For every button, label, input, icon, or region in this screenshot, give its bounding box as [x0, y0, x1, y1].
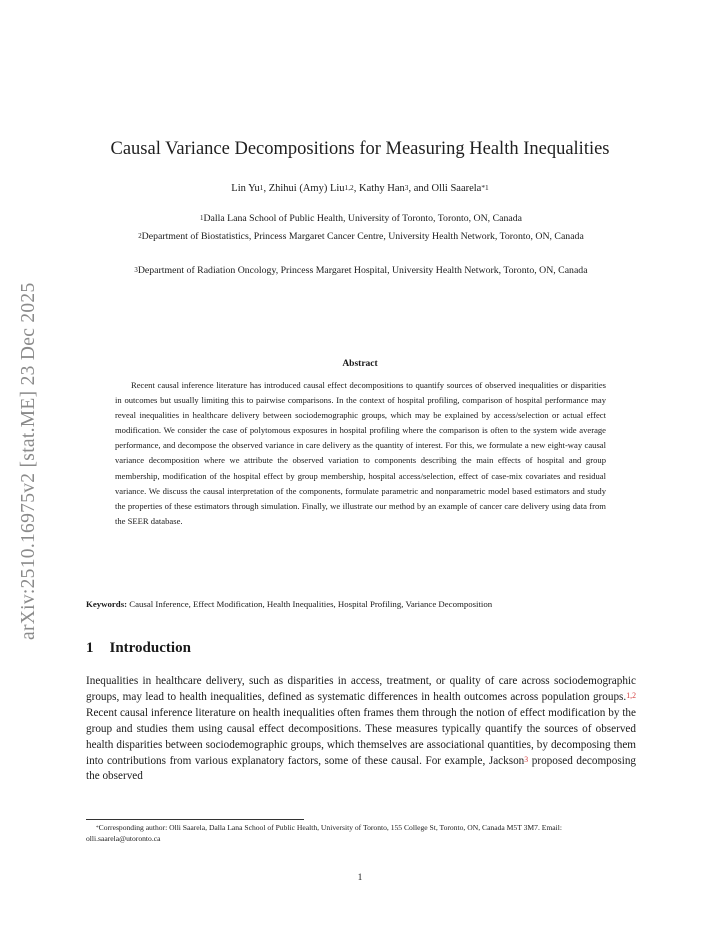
footnote — [86, 822, 636, 844]
section-number: 1 — [86, 640, 94, 656]
section-heading — [86, 640, 191, 657]
paper-title: Causal Variance Decompositions for Measuring Health Inequalities — [110, 139, 610, 159]
affiliation: $^3$Department of Radiation Oncology, Princess Margaret Hospital, University Health Network, Toronto, ON, Canada — [134, 265, 588, 276]
intro-paragraph: Inequalities in healthcare delivery, such as disparities in access, treatment, or quality of care across sociodemographic groups, may lead to health inequalities, defined as systematic differences in health outcomes across population groups.$^{1,2}$ Recent causal inference literature on health inequalities often frames them through the notion of effect modification by the group and studies them using causal effect decompositions. These measures typically quantify the sources of observed health disparities between sociodemographic groups, which themselves are associational quantities, by decomposing them into contributions from various explanatory factors, some of these causal. For example, Jackson$^3$ proposed decomposing the observed — [86, 675, 637, 783]
author-affil-mark: *1 — [481, 182, 489, 192]
abstract-text: Recent causal inference literature has introduced causal effect decompositions to quantify sources of observed inequalities or disparities in outcomes but usually limiting this to pairwise comparisons. In the context of hospital profiling, comparison of hospital performance may reveal inequalities in healthcare delivery between sociodemographic groups, which may be explained by access/selection or actual effect modification. We consider the case of polytomous exposures in hospital profiling where the comparison is often to the system wide average performance, and decompose the observed variance in care delivery as the quantity of interest. For this, we formulate a new eight-way causal variance decomposition where we attribute the observed variation to components describing the main effects of hospital and group membership, modification of the hospital effect by group membership, hospital access/selection, effect of case-mix covariates and residual variance. We discuss the causal interpretation of the components, formulate parametric and nonparametric model based estimators and study the properties of these estimators through simulation. Finally, we illustrate our method by an example of cancer care delivery using data from the SEER database. — [115, 380, 606, 526]
footnote-text: Corresponding author: Olli Saarela, Dalla Lana School of Public Health, University of Toronto, 155 College St, Toronto, ON, Canada M5T 3M7. Email: olli.saarela@utoronto.ca — [86, 823, 563, 843]
author-affil-mark: 1,2 — [344, 182, 354, 192]
footnote-mark: * — [96, 824, 99, 831]
arxiv-stamp: arXiv:2510.16975v2 [stat.ME] 23 Dec 2025 — [18, 282, 39, 640]
citation-link[interactable]: 1,2 — [626, 691, 636, 701]
footnote-rule — [86, 819, 304, 820]
abstract-heading: Abstract — [342, 359, 378, 369]
section-title: Introduction — [109, 640, 191, 656]
keywords — [86, 598, 636, 611]
author-name: Olli Saarela — [431, 183, 482, 194]
author-affil-mark: 1 — [259, 182, 264, 192]
page-number: 1 — [357, 873, 363, 883]
keywords-text: Causal Inference, Effect Modification, Health Inequalities, Hospital Profiling, Variance Decomposition — [129, 599, 493, 609]
author-name: Zhihui (Amy) Liu — [268, 183, 345, 194]
author-list: Lin Yu$^1$, Zhihui (Amy) Liu$^{1,2}$, Kathy Han$^3$, and Olli Saarela$^{*1}$ — [231, 182, 489, 194]
author-affil-mark: 3 — [404, 182, 409, 192]
affiliation: $^1$Dalla Lana School of Public Health, University of Toronto, Toronto, ON, Canada — [200, 213, 522, 224]
affiliation: $^2$Department of Biostatistics, Princess Margaret Cancer Centre, University Health Network, Toronto, ON, Canada — [138, 231, 584, 242]
author-name: Kathy Han — [358, 183, 405, 194]
citation-link[interactable]: 3 — [524, 754, 529, 764]
keywords-label: Keywords: — [86, 599, 128, 609]
author-name: Lin Yu — [231, 183, 260, 194]
